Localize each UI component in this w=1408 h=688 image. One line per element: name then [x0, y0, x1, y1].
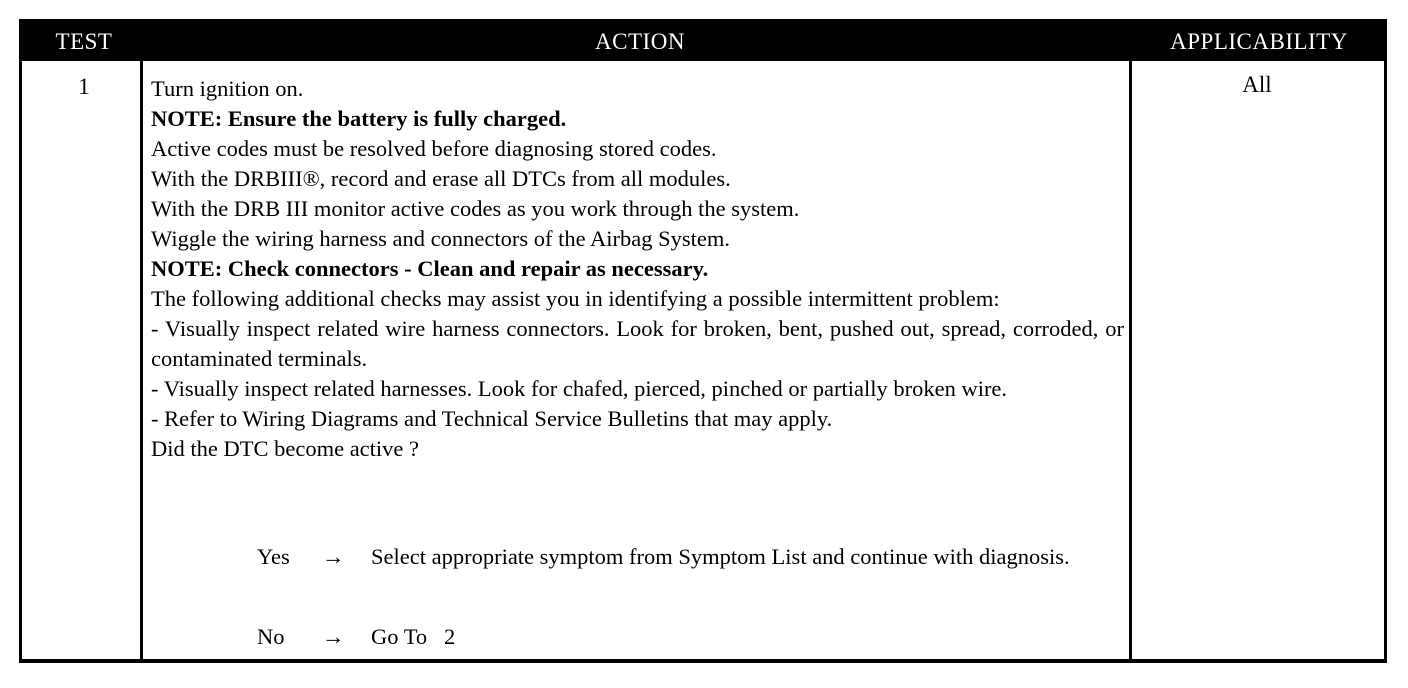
column-divider	[140, 61, 143, 659]
test-number: 1	[78, 74, 90, 99]
action-line: Wiggle the wiring harness and connectors of the Airbag System.	[151, 226, 730, 251]
action-line: Active codes must be resolved before diagnosing stored codes.	[151, 136, 717, 161]
header-test: TEST	[55, 29, 113, 54]
note-line: NOTE: Ensure the battery is fully charged.	[151, 106, 567, 131]
action-cell	[151, 74, 1124, 464]
action-line: With the DRB III monitor active codes as you work through the system.	[151, 196, 800, 221]
right-arrow-icon: →	[322, 624, 345, 649]
table-header	[22, 22, 1384, 61]
yes-text: Select appropriate symptom from Symptom List and continue with diagnosis.	[371, 544, 1070, 569]
diagnostic-table	[19, 19, 1387, 663]
no-text: Go To 2	[371, 624, 456, 649]
action-line: - Visually inspect related harnesses. Look for chafed, pierced, pinched or partially broken wire.	[151, 376, 1008, 401]
action-line: Turn ignition on.	[151, 76, 304, 101]
action-line: With the DRBIII®, record and erase all DTCs from all modules.	[151, 166, 731, 191]
action-line: - Visually inspect related wire harness connectors. Look for broken, bent, pushed out, spread, corroded, or contaminated terminals.	[151, 316, 1124, 371]
column-divider	[1129, 61, 1132, 659]
header-applicability: APPLICABILITY	[1170, 29, 1348, 54]
question-line: Did the DTC become active ?	[151, 436, 420, 461]
note-line: NOTE: Check connectors - Clean and repair as necessary.	[151, 256, 709, 281]
yes-label: Yes	[257, 544, 290, 569]
action-line: - Refer to Wiring Diagrams and Technical Service Bulletins that may apply.	[151, 406, 833, 431]
no-label: No	[257, 624, 285, 649]
right-arrow-icon: →	[322, 544, 345, 569]
response-yes	[257, 542, 1122, 602]
response-no	[257, 622, 1122, 652]
header-action: ACTION	[595, 29, 685, 54]
applicability-value: All	[1242, 72, 1272, 97]
action-line: The following additional checks may assist you in identifying a possible intermittent problem:	[151, 286, 1000, 311]
